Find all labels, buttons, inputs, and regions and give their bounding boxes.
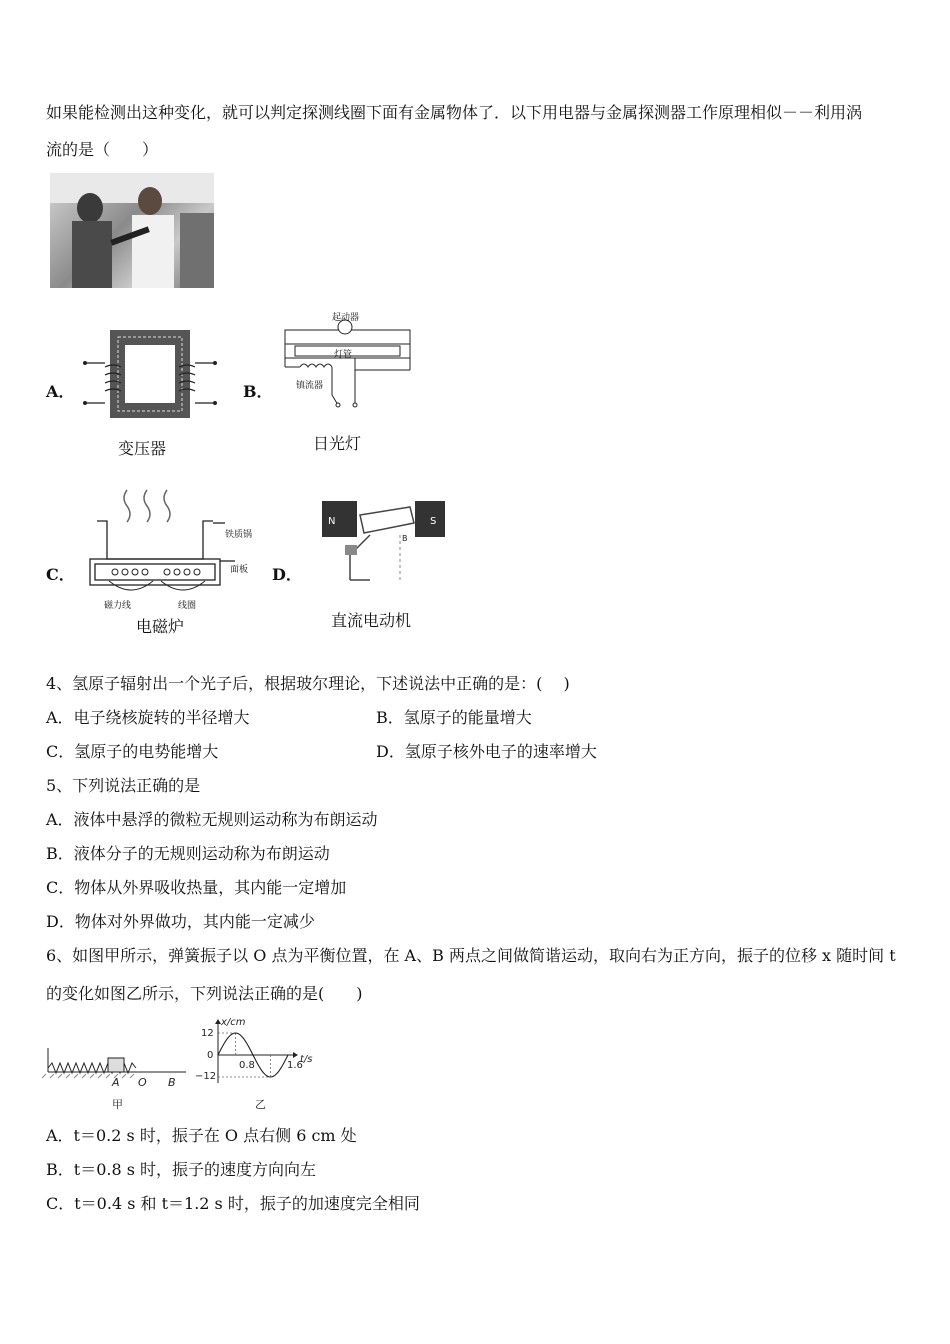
option-b-caption: 日光灯 (313, 434, 362, 453)
option-a-letter: A． (46, 382, 75, 401)
intro-line-2: 流的是（ ） (46, 140, 159, 159)
spring-oscillator-figure (46, 1048, 196, 1113)
q6-option-c: C．t＝0.4 s 和 t＝1.2 s 时，振子的加速度完全相同 (46, 1194, 420, 1213)
coil-label: 线圈 (178, 601, 197, 611)
field-b-label: B (402, 534, 408, 543)
xt-graph (195, 1015, 330, 1115)
point-o: O (138, 1076, 147, 1089)
q5-option-b: B．液体分子的无规则运动称为布朗运动 (46, 844, 330, 863)
q4-option-c: C．氢原子的电势能增大 (46, 742, 219, 761)
tick-0-8: 0.8 (239, 1060, 255, 1071)
induction-cooker-diagram (85, 485, 255, 610)
x-axis-arrow (293, 1052, 298, 1058)
panel-label: 面板 (230, 565, 249, 575)
option-d-caption: 直流电动机 (331, 611, 412, 630)
q5-option-d: D．物体对外界做功，其内能一定减少 (46, 912, 315, 931)
q5-stem: 5、下列说法正确的是 (46, 776, 201, 795)
pole-s-label: S (430, 516, 437, 527)
pole-n-label: N (328, 516, 336, 527)
q6-stem-line-2: 的变化如图乙所示，下列说法正确的是( ) (46, 984, 363, 1003)
y-axis-label: x/cm (221, 1017, 246, 1028)
metal-detector-photo (50, 173, 214, 288)
option-b-letter: B． (243, 382, 273, 401)
q4-option-b: B．氢原子的能量增大 (376, 708, 532, 727)
x-axis-label: t/s (300, 1054, 313, 1065)
tick-12: 12 (201, 1028, 214, 1039)
tick-0: 0 (207, 1050, 214, 1061)
tick-minus-12: −12 (195, 1071, 217, 1082)
q4-option-d: D．氢原子核外电子的速率增大 (376, 742, 597, 761)
point-a: A (112, 1076, 120, 1089)
q6-stem-line-1: 6、如图甲所示，弹簧振子以 O 点为平衡位置，在 A、B 两点之间做简谐运动，取向右为正方向，振子的位移 x 随时间 t (46, 946, 896, 965)
q6-option-b: B．t＝0.8 s 时，振子的速度方向向左 (46, 1160, 317, 1179)
figure-yi-caption: 乙 (255, 1098, 266, 1111)
option-d-letter: D． (272, 565, 302, 584)
tick-1-6: 1.6 (287, 1060, 303, 1071)
option-c-caption: 电磁炉 (136, 617, 185, 636)
q4-option-a: A．电子绕核旋转的半径增大 (46, 708, 250, 727)
q5-option-a: A．液体中悬浮的微粒无规则运动称为布朗运动 (46, 810, 378, 829)
point-b: B (168, 1076, 176, 1089)
starter-label: 起动器 (332, 313, 360, 323)
magnetic-lines-label: 磁力线 (104, 601, 132, 611)
option-c-letter: C． (46, 565, 75, 584)
figure-jia-caption: 甲 (112, 1098, 123, 1111)
q6-option-a: A．t＝0.2 s 时，振子在 O 点右侧 6 cm 处 (46, 1126, 357, 1145)
q4-stem: 4、氢原子辐射出一个光子后，根据玻尔理论，下述说法中正确的是：( ) (46, 674, 570, 693)
iron-pot-label: 铁质锅 (225, 530, 253, 540)
q5-option-c: C．物体从外界吸收热量，其内能一定增加 (46, 878, 347, 897)
transformer-diagram (80, 325, 220, 425)
intro-line-1: 如果能检测出这种变化，就可以判定探测线圈下面有金属物体了．以下用电器与金属探测器工作原理相似－－利用涡 (46, 103, 863, 122)
ballast-label: 镇流器 (296, 381, 324, 391)
dc-motor-diagram (320, 495, 450, 590)
photo-figures (50, 173, 214, 288)
lamp-tube-label: 灯管 (334, 350, 353, 360)
option-a-caption: 变压器 (118, 439, 167, 458)
